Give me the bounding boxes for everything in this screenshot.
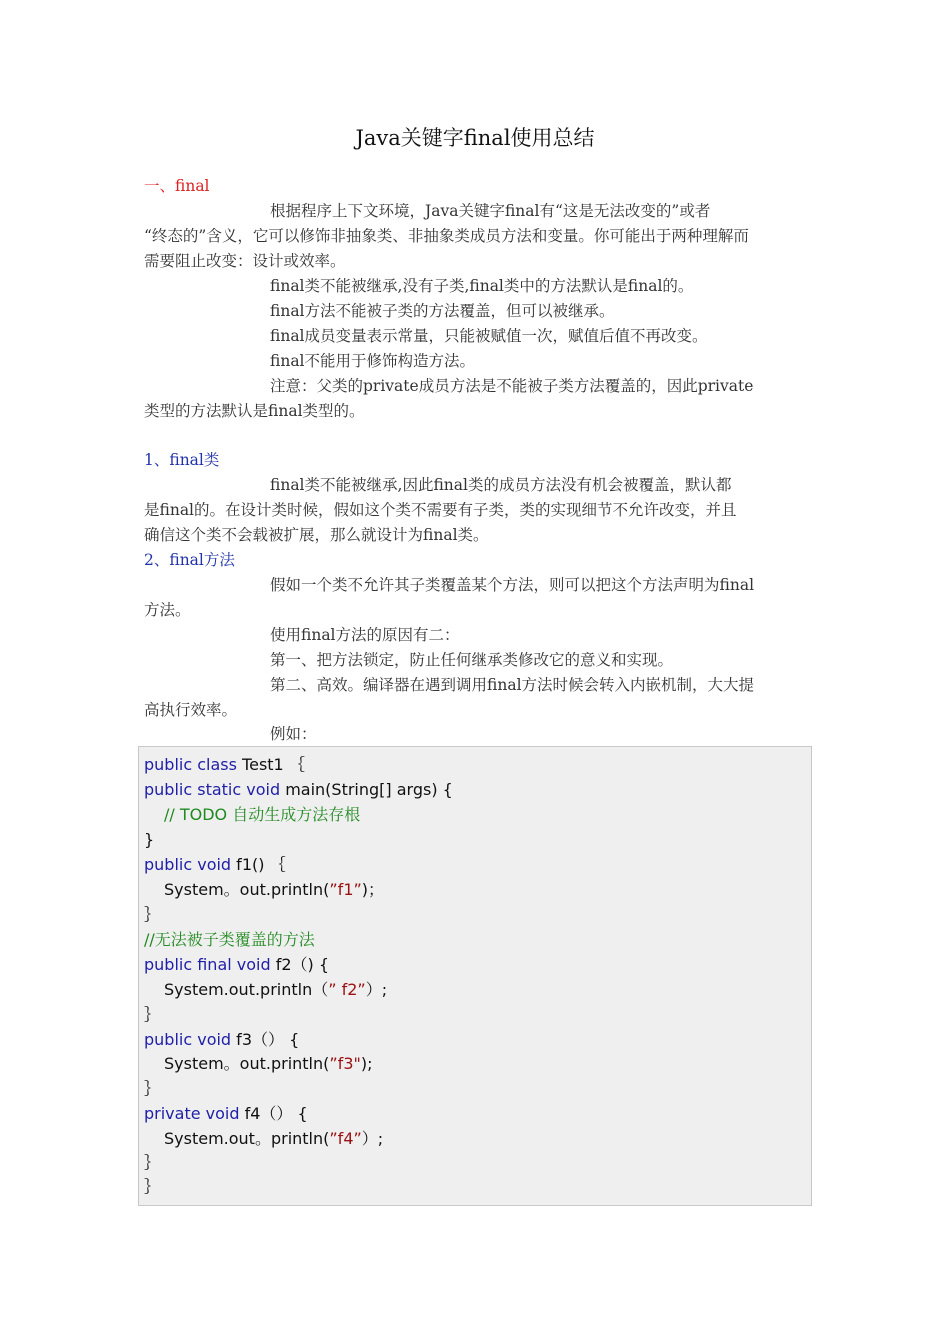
code-keyword: private void [144, 1104, 240, 1123]
code-line: } [144, 830, 155, 849]
code-text: f1() ｛ [231, 855, 286, 874]
code-keyword: public static void [144, 780, 281, 799]
code-text: main(String[] args) { [280, 780, 453, 799]
code-text: f4（） { [239, 1104, 308, 1123]
intro-paragraph-line: “终态的”含义，它可以修饰非抽象类、非抽象类成员方法和变量。你可能出于两种理解而 [144, 227, 749, 245]
code-string: ” f2” [328, 980, 366, 999]
paragraph-line: 假如一个类不允许其子类覆盖某个方法，则可以把这个方法声明为final [270, 576, 755, 594]
paragraph-line: 确信这个类不会载被扩展，那么就设计为final类。 [144, 526, 489, 544]
code-line [164, 878, 384, 902]
code-line: ｝ [144, 1177, 161, 1196]
rule-line: final方法不能被子类的方法覆盖，但可以被继承。 [270, 302, 615, 320]
code-line [144, 778, 453, 802]
code-text: )； [361, 880, 385, 899]
code-line [144, 1028, 299, 1052]
code-line [164, 978, 387, 1002]
code-keyword: public void [144, 1030, 232, 1049]
code-text: ); [360, 1054, 373, 1073]
page-title: Java关键字final使用总结 [355, 126, 595, 150]
code-comment: //无法被子类覆盖的方法 [144, 930, 315, 949]
rule-line: final不能用于修饰构造方法。 [270, 352, 476, 370]
code-line [144, 753, 305, 777]
code-line [144, 1102, 308, 1126]
code-line [164, 1127, 383, 1151]
code-text: System。out.println( [164, 880, 330, 899]
code-line: ｝ [144, 1153, 161, 1172]
code-keyword: public void [144, 855, 232, 874]
code-string: ”f3" [329, 1054, 361, 1073]
code-text: System.out。println( [164, 1129, 330, 1148]
paragraph-line: 第二、高效。编译器在遇到调用final方法时候会转入内嵌机制，大大提 [270, 676, 755, 694]
code-text: System.out.println（ [164, 980, 329, 999]
code-keyword: public class [144, 755, 237, 774]
note-line: 类型的方法默认是final类型的。 [144, 402, 365, 420]
example-label: 例如： [270, 725, 317, 743]
code-line: ｝ [144, 1005, 161, 1024]
code-text: System。out.println( [164, 1054, 330, 1073]
intro-paragraph-line: 需要阻止改变：设计或效率。 [144, 252, 346, 270]
paragraph-line: 高执行效率。 [144, 701, 238, 719]
paragraph-line: final类不能被继承,因此final类的成员方法没有机会被覆盖，默认都 [270, 476, 732, 494]
code-line [144, 953, 329, 977]
code-text: f3（） { [231, 1030, 300, 1049]
code-line: ｝ [144, 905, 161, 924]
intro-paragraph-line: 根据程序上下文环境，Java关键字final有“这是无法改变的”或者 [270, 202, 711, 220]
code-line [144, 853, 286, 877]
rule-line: final成员变量表示常量，只能被赋值一次，赋值后值不再改变。 [270, 327, 708, 345]
paragraph-line: 方法。 [144, 601, 191, 619]
section-heading-final-method: 2、final方法 [144, 551, 235, 569]
section-heading-final: 一、final [144, 177, 210, 195]
code-text: Test1 ｛ [236, 755, 305, 774]
paragraph-line: 第一、把方法锁定，防止任何继承类修改它的意义和实现。 [270, 651, 674, 669]
rule-line: final类不能被继承,没有子类,final类中的方法默认是final的。 [270, 277, 694, 295]
note-line: 注意：父类的private成员方法是不能被子类方法覆盖的，因此private [270, 377, 754, 395]
paragraph-line: 使用final方法的原因有二： [270, 626, 460, 644]
code-line: ｝ [144, 1079, 161, 1098]
code-text: f2（) { [270, 955, 330, 974]
code-line [164, 1052, 373, 1076]
code-string: ”f4” [329, 1129, 362, 1148]
code-text: ）; [365, 980, 388, 999]
code-text: ）; [361, 1129, 384, 1148]
code-comment: // TODO 自动生成方法存根 [164, 805, 361, 824]
section-heading-final-class: 1、final类 [144, 451, 220, 469]
code-keyword: public final void [144, 955, 271, 974]
paragraph-line: 是final的。在设计类时候，假如这个类不需要有子类，类的实现细节不允许改变，并且 [144, 501, 737, 519]
code-string: ”f1” [329, 880, 362, 899]
